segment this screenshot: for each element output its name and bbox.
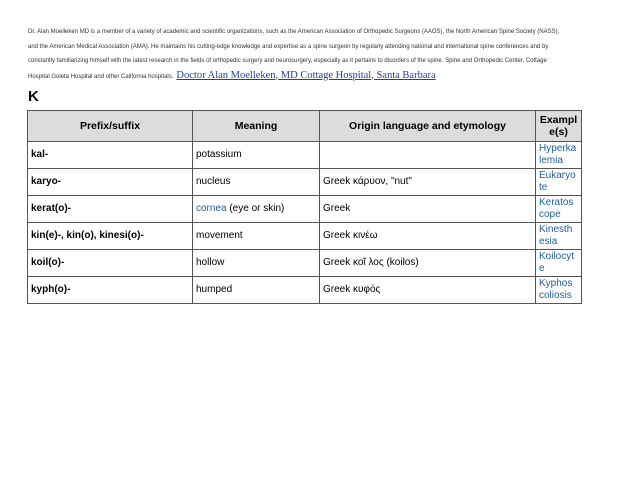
intro-line-1: Dr. Alan Moelleken MD is a member of a variety of academic and scientific organizations, such as the American Association of Orthopedic Surgeons (AAOS), the North American Spine Society (NASS), — [28, 29, 560, 35]
table-row — [28, 142, 582, 169]
cell-origin: Greek κάρυον, "nut" — [320, 169, 536, 196]
cell-origin: Greek κυφός — [320, 277, 536, 304]
cell-prefix: karyo- — [28, 169, 193, 196]
cell-prefix: kyph(o)- — [28, 277, 193, 304]
cell-example-link[interactable]: Koilocyt e — [536, 250, 582, 277]
meaning-extra: (eye or skin) — [226, 203, 285, 214]
cell-meaning — [193, 250, 320, 277]
intro-line-4-text: Hospital Goleta Hospital and other California hospitals. — [28, 73, 174, 80]
intro-line-4 — [28, 69, 612, 85]
cell-example-link[interactable]: Kyphos coliosis — [536, 277, 582, 304]
meaning-text: potassium — [196, 149, 242, 160]
intro-line-2: and the American Medical Association (AMA). He maintains his cutting-edge knowledge and expertise as a spine surgeon by regularly attending national and international spine conferences and by — [28, 43, 549, 50]
header-meaning: Meaning — [193, 111, 320, 142]
cell-meaning — [193, 169, 320, 196]
table-row — [28, 250, 582, 277]
cell-example-link[interactable]: Kinesth esia — [536, 223, 582, 250]
cell-prefix: kin(e)-, kin(o), kinesi(o)- — [28, 223, 193, 250]
meaning-text: nucleus — [196, 176, 231, 187]
doctor-link[interactable]: Doctor Alan Moelleken, MD Cottage Hospital, Santa Barbara — [176, 69, 436, 81]
cell-meaning — [193, 142, 320, 169]
cornea-link[interactable]: cornea — [196, 203, 227, 214]
cell-origin: Greek κινέω — [320, 223, 536, 250]
header-example: Exampl e(s) — [536, 111, 582, 142]
cell-origin — [320, 142, 536, 169]
cell-example-link[interactable]: Hyperka lemia — [536, 142, 582, 169]
intro-line-3: constantly familiarizing himself with the latest research in the fields of orthopedic surgery and neurosurgery, especially as it pertains to disorders of the spine. Spine and Orthopedic Center, Cottage — [28, 58, 547, 64]
prefix-table — [27, 110, 582, 304]
cell-prefix: kal- — [28, 142, 193, 169]
meaning-text: hollow — [196, 257, 225, 268]
cell-origin: Greek κοῖ λος (koilos) — [320, 250, 536, 277]
cell-meaning — [193, 223, 320, 250]
table-row — [28, 277, 582, 304]
cell-meaning — [193, 277, 320, 304]
meaning-text: movement — [196, 230, 243, 241]
cell-meaning — [193, 196, 320, 223]
table-row — [28, 169, 582, 196]
cell-example-link[interactable]: Eukaryo te — [536, 169, 582, 196]
table-header-row — [28, 111, 582, 142]
section-heading: K — [28, 88, 39, 105]
cell-prefix: kerat(o)- — [28, 196, 193, 223]
header-origin: Origin language and etymology — [320, 111, 536, 142]
cell-example-link[interactable]: Keratos cope — [536, 196, 582, 223]
table-row — [28, 196, 582, 223]
meaning-text: humped — [196, 284, 233, 295]
cell-prefix: koil(o)- — [28, 250, 193, 277]
cell-origin: Greek — [320, 196, 536, 223]
header-prefix: Prefix/suffix — [28, 111, 193, 142]
intro-paragraph — [28, 25, 612, 84]
table-row — [28, 223, 582, 250]
